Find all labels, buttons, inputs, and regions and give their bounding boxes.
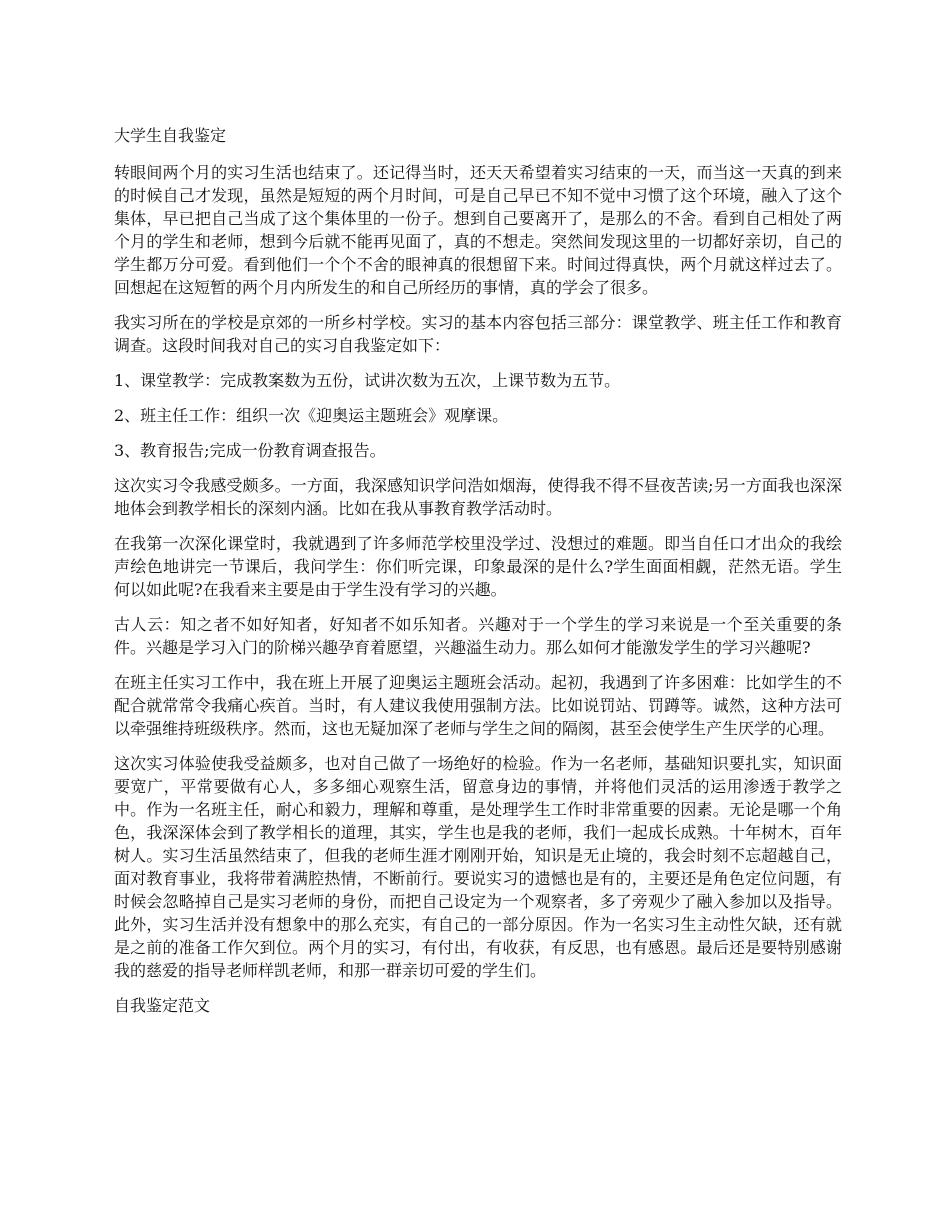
- paragraph-school: 我实习所在的学校是京郊的一所乡村学校。实习的基本内容包括三部分：课堂教学、班主任工作和教育调查。这段时间我对自己的实习自我鉴定如下：: [114, 313, 842, 355]
- document-page: [114, 124, 842, 1029]
- list-item-head-teacher-work: 2、班主任工作：组织一次《迎奥运主题班会》观摩课。: [114, 406, 509, 425]
- list-item-classroom-teaching: 1、课堂教学：完成教案数为五份，试讲次数为五次，上课节数为五节。: [114, 371, 621, 390]
- paragraph-interest: 古人云：知之者不如好知者，好知者不如乐知者。兴趣对于一个学生的学习来说是一个至关重要的条件。兴趣是学习入门的阶梯兴趣孕育着愿望，兴趣溢生动力。那么如何才能激发学生的学习兴趣呢?: [114, 615, 842, 657]
- paragraph-class-meeting: 在班主任实习工作中，我在班上开展了迎奥运主题班会活动。起初，我遇到了许多困难：比如学生的不配合就常常令我痛心疾首。当时，有人建议我使用强制方法。比如说罚站、罚蹲等。诚然，这种方法可以牵强维持班级秩序。然而，这也无疑加深了老师与学生之间的隔阂，甚至会使学生产生厌学的心理。: [114, 673, 842, 738]
- paragraph-first-class: 在我第一次深化课堂时，我就遇到了许多师范学校里没学过、没想过的难题。即当自任口才出众的我绘声绘色地讲完一节课后，我问学生：你们听完课，印象最深的是什么?学生面面相觑，茫然无语。学生何以如此呢?在我看来主要是由于学生没有学习的兴趣。: [114, 534, 842, 599]
- paragraph-intro: 转眼间两个月的实习生活也结束了。还记得当时，还天天希望着实习结束的一天，而当这一天真的到来的时候自己才发现，虽然是短短的两个月时间，可是自己早已不知不觉中习惯了这个环境，融入了这个集体，早已把自己当成了这个集体里的一份子。想到自己要离开了，是那么的不舍。看到自己相处了两个月的学生和老师，想到今后就不能再见面了，真的不想走。突然间发现这里的一切都好亲切，自己的学生都万分可爱。看到他们一个个不舍的眼神真的很想留下来。时间过得真快，两个月就这样过去了。回想起在这短暂的两个月内所发生的和自己所经历的事情，真的学会了很多。: [114, 163, 842, 297]
- paragraph-summary: 这次实习体验使我受益颇多，也对自己做了一场绝好的检验。作为一名老师，基础知识要扎实，知识面要宽广，平常要做有心人，多多细心观察生活，留意身边的事情，并将他们灵活的运用渗透于教学之中。作为一名班主任，耐心和毅力，理解和尊重，是处理学生工作时非常重要的因素。无论是哪一个角色，我深深体会到了教学相长的道理，其实，学生也是我的老师，我们一起成长成熟。十年树木，百年树人。实习生活虽然结束了，但我的老师生涯才刚刚开始，知识是无止境的，我会时刻不忘超越自己，面对教育事业，我将带着满腔热情，不断前行。要说实习的遗憾也是有的，主要还是角色定位问题，有时候会忽略掉自己是实习老师的身份，而把自己设定为一个观察者，多了旁观少了融入参加以及指导。此外，实习生活并没有想象中的那么充实，有自己的一部分原因。作为一名实习生主动性欠缺，还有就是之前的准备工作欠到位。两个月的实习，有付出，有收获，有反思，也有感恩。最后还是要特别感谢我的慈爱的指导老师样凯老师，和那一群亲切可爱的学生们。: [114, 754, 842, 980]
- section-title: 自我鉴定范文: [114, 996, 211, 1015]
- list-item-education-report: 3、教育报告;完成一份教育调查报告。: [114, 441, 386, 460]
- document-title: 大学生自我鉴定: [114, 126, 227, 145]
- paragraph-reflection: 这次实习令我感受颇多。一方面，我深感知识学问浩如烟海，使得我不得不昼夜苦读;另一方面我也深深地体会到教学相长的深刻内涵。比如在我从事教育教学活动时。: [114, 476, 842, 518]
